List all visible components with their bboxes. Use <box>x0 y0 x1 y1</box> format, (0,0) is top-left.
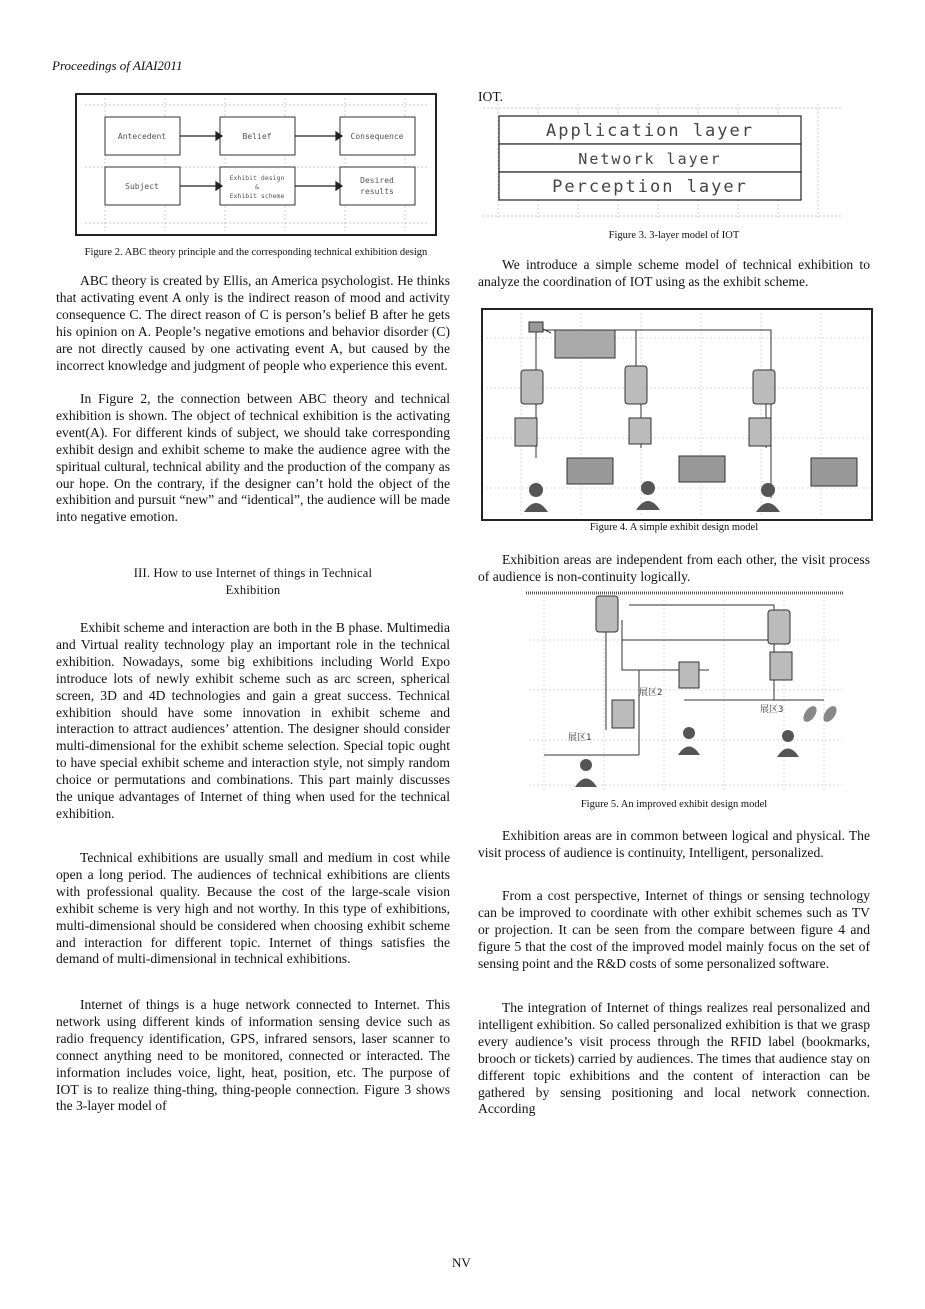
label-exhibit-design: Exhibit design <box>229 174 285 182</box>
running-head: Proceedings of AIAI2011 <box>52 58 183 73</box>
audience-icon <box>529 483 543 497</box>
label-area-1: 展区1 <box>568 733 592 743</box>
section-heading-line1: III. How to use Internet of things in Technical <box>133 566 373 580</box>
paragraph-technical-exhibitions: Technical exhibitions are usually small and medium in cost while open a long period. The audiences of technical exhibitions are clients with professional quality. Because the cost of the large-scale vision exhibit scheme is very high and not worthy. In this type of exhibitions, multi-dimensional should be considered when choosing exhibit scheme and interaction for different topic. Internet of things satisfies the demand of multi-dimensional in technical exhibitions. <box>56 850 450 967</box>
box-desired-results <box>340 167 415 205</box>
audience-body-icon <box>575 779 597 788</box>
label-subject: Subject <box>125 182 159 191</box>
sensor-tag-icon <box>821 704 840 724</box>
projector-icon <box>529 322 543 332</box>
page-number: NV <box>452 1255 471 1270</box>
audience-icon <box>761 483 775 497</box>
sensor-tag-icon <box>801 704 820 724</box>
section-heading <box>56 565 450 599</box>
figure-2-caption: Figure 2. ABC theory principle and the corresponding technical exhibition design <box>84 247 428 258</box>
paragraph-scheme-model: We introduce a simple scheme model of technical exhibition to analyze the coordination of IOT using as the exhibit scheme. <box>478 257 870 289</box>
label-belief: Belief <box>242 132 272 141</box>
server-icon <box>768 610 790 644</box>
layer-network-label: Network layer <box>578 150 722 168</box>
figure-3-iot-layers <box>478 104 846 222</box>
paragraph-independent-areas: Exhibition areas are independent from each other, the visit process of audience is non-continuity logically. <box>478 552 870 584</box>
figure-5-caption: Figure 5. An improved exhibit design model <box>580 799 768 810</box>
server-icon <box>753 370 775 404</box>
server-icon <box>596 596 618 632</box>
monitor-icon <box>515 418 537 446</box>
label-desired: Desired <box>360 176 394 185</box>
audience-body-icon <box>678 747 700 756</box>
screen-icon <box>555 330 615 358</box>
display-icon <box>679 456 725 482</box>
audience-icon <box>683 727 695 739</box>
paragraph-exhibit-scheme: Exhibit scheme and interaction are both in the B phase. Multimedia and Virtual reality technology play an important role in the technical exhibition. Nowadays, some big exhibitions including World Expo introduce lots of newly exhibit scheme such as arc screen, spherical screen, 3D and 4D technologies and gain a great success. Technical exhibition should have some innovation in exhibit scheme and interaction to attract audiences’ attention. The designer should consider multi-dimensional for the exhibit scheme selection. Special topic ought to have special exhibit scheme and interaction style, not simply random choice or permutations and combinations. This part mainly discusses the unique advantages of Internet of thing when used for the technical exhibition. <box>56 620 450 821</box>
layer-perception-label: Perception layer <box>552 177 748 197</box>
label-area-2: 展区2 <box>639 688 663 698</box>
monitor-icon <box>749 418 771 446</box>
label-consequence: Consequence <box>350 132 404 141</box>
monitor-icon <box>770 652 792 680</box>
label-area-3: 展区3 <box>760 705 784 715</box>
paragraph-common-areas: Exhibition areas are in common between logical and physical. The visit process of audience is continuity, Intelligent, personalized. <box>478 828 870 860</box>
audience-icon <box>641 481 655 495</box>
paragraph-figure2-connection: In Figure 2, the connection between ABC theory and technical exhibition is shown. The object of technical exhibition is the activating event(A). For different kinds of subject, we should take corresponding exhibit design and exhibit scheme to make the audience agree with the spiritual cultural, technical ability and the production of the company as our hope. On the contrary, if the designer can’t hold the object of the exhibition and pursuit “new” and “identical”, the audience will be made into negative emotion. <box>56 391 450 525</box>
label-results: results <box>360 187 394 196</box>
server-icon <box>625 366 647 404</box>
iot-continuation: IOT. <box>478 89 504 104</box>
audience-icon <box>580 759 592 771</box>
paragraph-integration: The integration of Internet of things realizes real personalized and intelligent exhibition. So called personalized exhibition is that we grasp every audience’s visit process through the RFID label (bookmarks, brooch or tickets) carried by audiences. The times that audience stay on different topic exhibitions and the content of interaction can be gathered by sensing positioning and local network connection. According <box>478 1000 870 1117</box>
label-antecedent: Antecedent <box>117 132 167 141</box>
monitor-icon <box>612 700 634 728</box>
display-icon <box>567 458 613 484</box>
figure-3-caption: Figure 3. 3-layer model of IOT <box>608 230 740 241</box>
touch-panel-icon <box>629 418 651 444</box>
audience-icon <box>782 730 794 742</box>
figure-4-simple-exhibit-model <box>481 308 873 521</box>
display-icon <box>811 458 857 486</box>
paragraph-abc-theory: ABC theory is created by Ellis, an America psychologist. He thinks that activating event A only is the indirect reason of mood and activity consequence C. The direct reason of C is person’s belief B after he gets his opinion on A. People’s negative emotions and behavior disorder (C) are not directly caused by one activating event A, but caused by the incorrect knowledge and judgment of people who experience this event. <box>56 273 450 373</box>
label-exhibit-amp: & <box>255 183 259 191</box>
paragraph-internet-of-things: Internet of things is a huge network connected to Internet. This network using different kinds of information sensing device such as radio frequency identification, GPS, infrared sensors, laser scanner to connect anything need to be monitored, connected or interacted. The information includes voice, light, heat, position, etc. The purpose of IOT is to realize thing-thing, thing-people connection. Figure 3 shows the 3-layer model of <box>56 997 450 1114</box>
figure-2-abc-diagram <box>75 93 437 236</box>
touch-panel-icon <box>679 662 699 688</box>
paragraph-cost-perspective: From a cost perspective, Internet of things or sensing technology can be improved to coordinate with other exhibit schemes such as TV or projection. It can be seen from the compare between figure 4 and figure 5 that the cost of the improved model mainly focus on the set of sensing point and the R&D costs of some personalized software. <box>478 888 870 971</box>
audience-body-icon <box>777 749 799 758</box>
server-icon <box>521 370 543 404</box>
figure-4-caption: Figure 4. A simple exhibit design model <box>589 522 759 533</box>
figure-5-improved-exhibit-model <box>524 590 846 795</box>
layer-application-label: Application layer <box>546 121 754 141</box>
label-exhibit-scheme: Exhibit scheme <box>229 192 285 200</box>
section-heading-line2: Exhibition <box>225 583 281 597</box>
